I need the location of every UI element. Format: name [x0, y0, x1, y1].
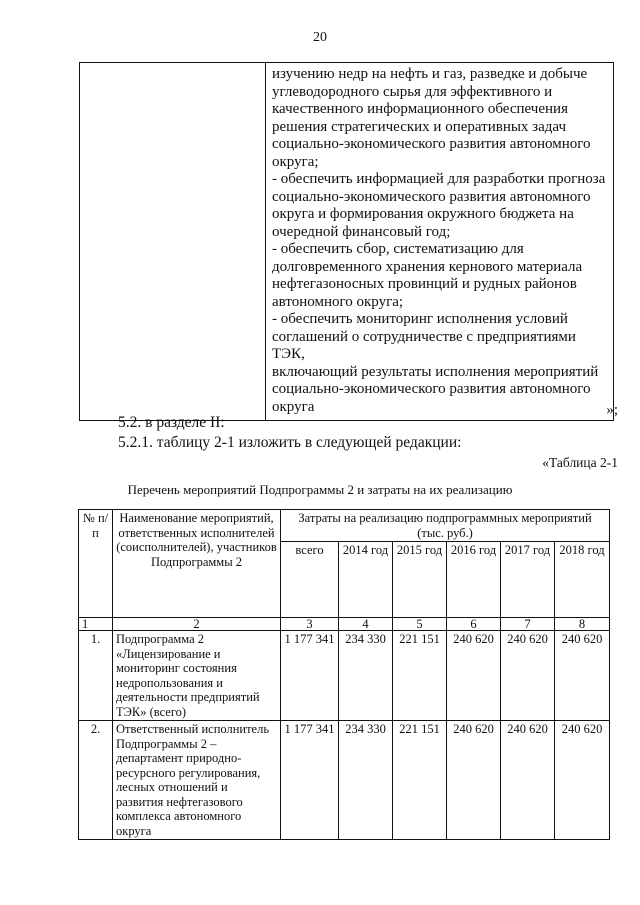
row-2015: 221 151	[393, 721, 447, 840]
column-index: 6	[447, 618, 501, 631]
row-total: 1 177 341	[281, 631, 339, 721]
continuation-line: - обеспечить мониторинг исполнения условий	[272, 311, 568, 327]
row-2014: 234 330	[339, 721, 393, 840]
row-number: 1.	[79, 631, 113, 721]
close-quote: »;	[606, 402, 618, 418]
section-5-2-1: 5.2.1. таблицу 2-1 изложить в следующей редакции:	[118, 434, 462, 451]
continuation-line: долговременного хранения кернового материала	[272, 258, 583, 275]
row-2014: 234 330	[339, 631, 393, 721]
header-2016: 2016 год	[447, 542, 501, 618]
continuation-line: - обеспечить информацией для разработки прогноза	[272, 171, 606, 187]
header-col-no: № п/п	[79, 510, 113, 618]
row-total: 1 177 341	[281, 721, 339, 840]
continuation-line: социально-экономического развития автономного	[272, 381, 591, 397]
continuation-line: качественного информационного обеспечения	[272, 101, 568, 117]
continuation-line: округа и формирования окружного бюджета на	[272, 206, 574, 222]
continuation-blank-cell	[80, 63, 266, 421]
row-2016: 240 620	[447, 631, 501, 721]
continuation-line: округа;	[272, 153, 319, 170]
continuation-line: автономного округа;	[272, 293, 404, 310]
measures-table	[78, 509, 610, 840]
table-caption: Перечень мероприятий Подпрограммы 2 и затраты на их реализацию	[127, 482, 513, 497]
header-col-name: Наименование мероприятий, ответственных исполнителей (соисполнителей), участников Подпрограммы 2	[113, 510, 281, 618]
row-2017: 240 620	[501, 721, 555, 840]
page-number: 20	[313, 30, 327, 45]
header-2014: 2014 год	[339, 542, 393, 618]
continuation-line: решения стратегических и оперативных задач	[272, 118, 566, 135]
header-col-costs: Затраты на реализацию подпрограммных мероприятий (тыс. руб.)	[281, 510, 610, 542]
header-total: всего	[281, 542, 339, 618]
column-index: 1	[79, 618, 113, 631]
header-2017: 2017 год	[501, 542, 555, 618]
continuation-line: социально-экономического развития автономного	[272, 188, 591, 205]
continuation-text-cell	[266, 63, 614, 421]
column-index: 3	[281, 618, 339, 631]
continuation-line: изучению недр на нефть и газ, разведке и добыче	[272, 66, 588, 82]
row-2018: 240 620	[555, 721, 610, 840]
section-5-2: 5.2. в разделе II:	[118, 414, 225, 431]
column-index: 4	[339, 618, 393, 631]
header-2018: 2018 год	[555, 542, 610, 618]
column-index-row	[79, 618, 610, 631]
continuation-line: - обеспечить сбор, систематизацию для	[272, 241, 524, 257]
continuation-line: включающий результаты исполнения мероприятий	[272, 363, 599, 380]
row-2017: 240 620	[501, 631, 555, 721]
continuation-line: нефтегазоносных провинций и рудных районов	[272, 276, 577, 292]
row-2018: 240 620	[555, 631, 610, 721]
table-reference: «Таблица 2-1	[542, 455, 618, 470]
continuation-table	[79, 62, 614, 421]
row-2016: 240 620	[447, 721, 501, 840]
column-index: 7	[501, 618, 555, 631]
table-row	[79, 631, 610, 721]
header-row	[79, 510, 610, 542]
column-index: 8	[555, 618, 610, 631]
row-2015: 221 151	[393, 631, 447, 721]
continuation-line: очередной финансовый год;	[272, 223, 451, 240]
column-index: 5	[393, 618, 447, 631]
row-number: 2.	[79, 721, 113, 840]
continuation-line: углеводородного сырья для эффективного и	[272, 83, 553, 100]
row-name: Подпрограмма 2 «Лицензирование и мониторинг состояния недропользования и деятельности предприятий ТЭК» (всего)	[113, 631, 281, 721]
row-name: Ответственный исполнитель Подпрограммы 2 – департамент природно-ресурсного регулирования, лесных отношений и развития нефтегазового комплекса автономного округа	[113, 721, 281, 840]
continuation-line: социально-экономического развития автономного	[272, 136, 591, 152]
continuation-line: округа	[272, 398, 315, 415]
column-index: 2	[113, 618, 281, 631]
table-row	[79, 721, 610, 840]
header-2015: 2015 год	[393, 542, 447, 618]
continuation-line: соглашений о сотрудничестве с предприятиями ТЭК,	[272, 328, 576, 362]
